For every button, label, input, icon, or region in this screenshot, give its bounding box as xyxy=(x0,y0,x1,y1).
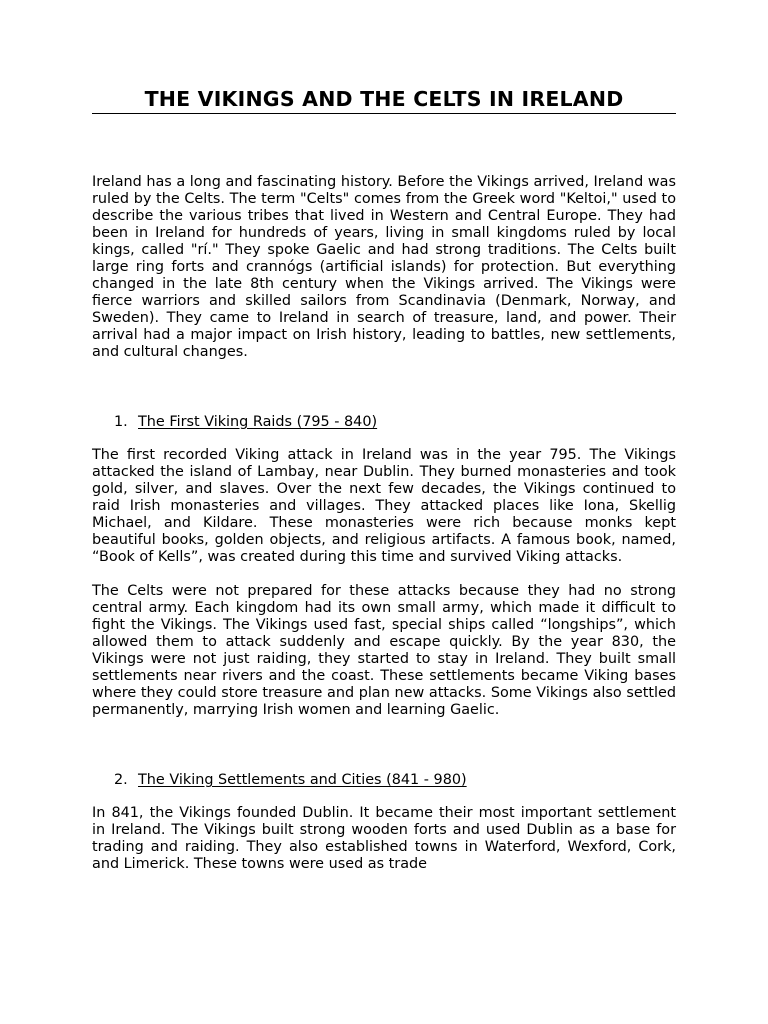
section-1-paragraph-1: The first recorded Viking attack in Ireland was in the year 795. The Vikings attacked the island of Lambay, near Dublin. They burned monasteries and took gold, silver, and slaves. Over the next few decades, the Vikings continued to raid Irish monasteries and villages. They attacked places like Iona, Skellig Michael, and Kildare. These monasteries were rich because monks kept beautiful books, golden objects, and religious artifacts. A famous book, named, “Book of Kells”, was created during this time and survived Viking attacks. xyxy=(92,447,676,565)
section-number: 2. xyxy=(114,772,128,788)
section-1-paragraph-2: The Celts were not prepared for these attacks because they had no strong central army. Each kingdom had its own small army, which made it difficult to fight the Vikings. The Vikings used fast, special ships called “longships”, which allowed them to attack suddenly and escape quickly. By the year 830, the Vikings were not just raiding, they started to stay in Ireland. They built small settlements near rivers and the coast. These settlements became Viking bases where they could store treasure and plan new attacks. Some Vikings also settled permanently, marrying Irish women and learning Gaelic. xyxy=(92,583,676,718)
title-underline xyxy=(92,113,676,114)
section-heading-1 xyxy=(92,414,676,431)
section-heading-text: The First Viking Raids (795 - 840) xyxy=(138,414,378,430)
document-page xyxy=(92,0,676,873)
section-heading-2 xyxy=(92,772,676,789)
section-2-paragraph-1: In 841, the Vikings founded Dublin. It became their most important settlement in Ireland. The Vikings built strong wooden forts and used Dublin as a base for trading and raiding. They also established towns in Waterford, Wexford, Cork, and Limerick. These towns were used as trade xyxy=(92,805,676,872)
section-heading-text: The Viking Settlements and Cities (841 - 980) xyxy=(138,772,467,788)
intro-paragraph: Ireland has a long and fascinating history. Before the Vikings arrived, Ireland was ruled by the Celts. The term "Celts" comes from the Greek word "Keltoi," used to describe the various tribes that lived in Western and Central Europe. They had been in Ireland for hundreds of years, living in small kingdoms ruled by local kings, called "rí." They spoke Gaelic and had strong traditions. The Celts built large ring forts and crannógs (artificial islands) for protection. But everything changed in the late 8th century when the Vikings arrived. The Vikings were fierce warriors and skilled sailors from Scandinavia (Denmark, Norway, and Sweden). They came to Ireland in search of treasure, land, and power. Their arrival had a major impact on Irish history, leading to battles, new settlements, and cultural changes. xyxy=(92,174,676,360)
document-title: THE VIKINGS AND THE CELTS IN IRELAND xyxy=(144,87,624,111)
section-number: 1. xyxy=(114,414,128,430)
